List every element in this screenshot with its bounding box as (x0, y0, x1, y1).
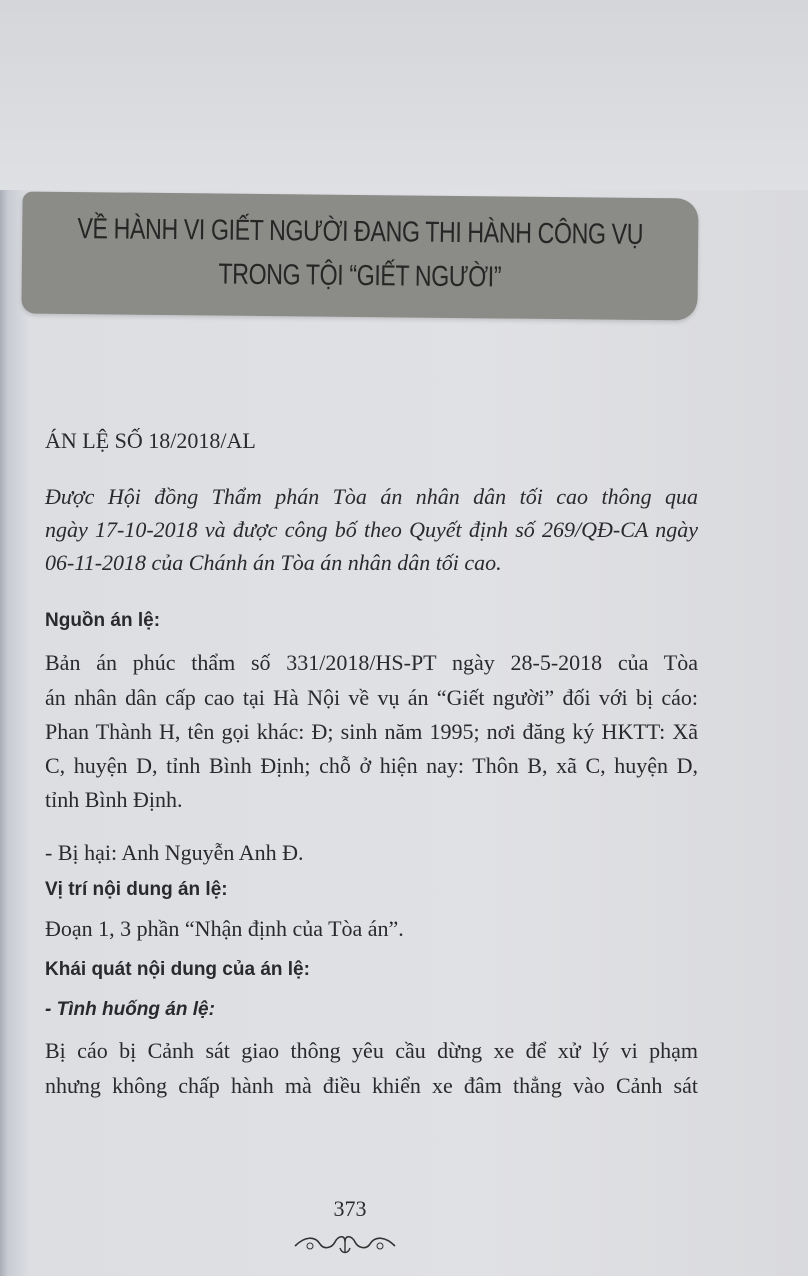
adoption-line: ngày 17-10-2018 và được công bố theo Quyết định số 269/QĐ-CA ngày (45, 517, 698, 542)
heading-line-2: TRONG TỘI “GIẾT NGƯỜI” (218, 258, 502, 294)
source-line: C, huyện D, tỉnh Bình Định; chỗ ở hiện nay: Thôn B, xã C, huyện D, (45, 753, 698, 778)
position-heading: Vị trí nội dung án lệ: (45, 879, 228, 900)
situation-line: nhưng không chấp hành mà điều khiển xe đâm thẳng vào Cảnh sát (45, 1073, 698, 1098)
source-line: tỉnh Bình Định. (45, 787, 183, 812)
heading-line-1: VỀ HÀNH VI GIẾT NGƯỜI ĐANG THI HÀNH CÔNG VỤ (77, 213, 644, 251)
ornament-icon (290, 1228, 400, 1258)
previous-page-bleed (0, 0, 808, 190)
precedent-number: ÁN LỆ SỐ 18/2018/AL (45, 428, 256, 453)
situation-line: Bị cáo bị Cảnh sát giao thông yêu cầu dừng xe để xử lý vi phạm (45, 1038, 698, 1063)
chapter-heading-banner (21, 191, 698, 320)
summary-heading: Khái quát nội dung của án lệ: (45, 959, 310, 980)
source-heading: Nguồn án lệ: (45, 610, 161, 631)
source-line: Phan Thành H, tên gọi khác: Đ; sinh năm 1995; nơi đăng ký HKTT: Xã (45, 719, 698, 744)
page-number: 373 (333, 1196, 367, 1221)
source-line: Bản án phúc thẩm số 331/2018/HS-PT ngày 28-5-2018 của Tòa (45, 650, 698, 675)
adoption-line: 06-11-2018 của Chánh án Tòa án nhân dân tối cao. (45, 550, 502, 575)
source-line: án nhân dân cấp cao tại Hà Nội về vụ án “Giết người” đối với bị cáo: (45, 685, 698, 710)
victim: - Bị hại: Anh Nguyễn Anh Đ. (45, 840, 304, 865)
adoption-line: Được Hội đồng Thẩm phán Tòa án nhân dân tối cao thông qua (45, 484, 698, 509)
position-text: Đoạn 1, 3 phần “Nhận định của Tòa án”. (45, 916, 404, 941)
situation-heading: - Tình huống án lệ: (45, 999, 215, 1020)
